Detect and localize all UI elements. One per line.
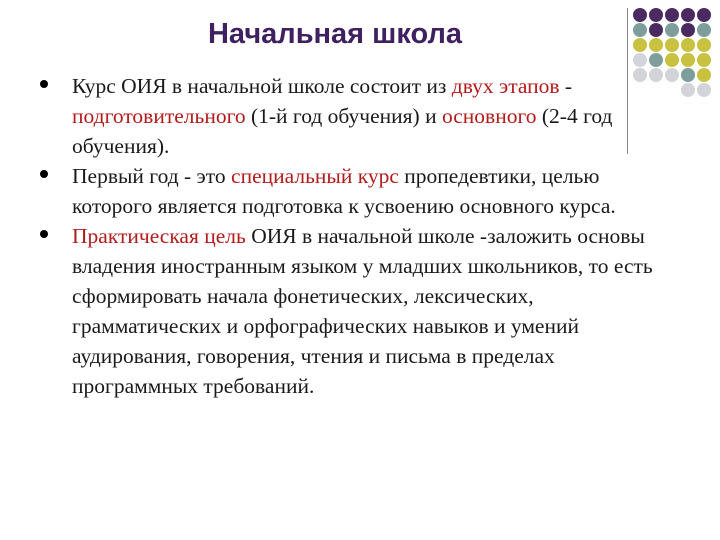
slide-title: Начальная школа [207, 18, 463, 50]
text-segment: ОИЯ в начальной школе -заложить основы владения иностранным языком у младших школьников, то есть сформировать начала фонетических, лексических, грамматических и орфографических навыков и умений аудирования, говорения, чтения и письма в пределах программных требований. [72, 224, 653, 398]
decorative-dot [665, 8, 679, 22]
decorative-dot [681, 83, 695, 97]
bullet-icon [40, 80, 48, 88]
decorative-dot [681, 8, 695, 22]
decorative-dot [649, 8, 663, 22]
bullet-item-3 [38, 221, 678, 401]
highlighted-term: подготовительного [72, 104, 246, 128]
highlighted-term: основного [441, 104, 537, 128]
text-segment: (1-й год обучения) и [245, 104, 442, 128]
text-segment: Курс ОИЯ в начальной школе состоит из [72, 74, 452, 98]
decorative-dot [697, 23, 711, 37]
bullet-text-1 [72, 71, 678, 161]
text-segment: Первый год - это [72, 164, 232, 188]
decorative-dot [697, 68, 711, 82]
decorative-dot [697, 53, 711, 67]
decorative-dot [681, 38, 695, 52]
decorative-dot [697, 8, 711, 22]
decorative-dot [681, 53, 695, 67]
highlighted-term: специальный курс [231, 164, 399, 188]
decorative-dot [681, 68, 695, 82]
decorative-dot [633, 8, 647, 22]
text-segment: - [559, 74, 573, 98]
decorative-dot [633, 23, 647, 37]
decorative-dot [665, 38, 679, 52]
decorative-dot [633, 38, 647, 52]
decorative-dot [665, 53, 679, 67]
text-segment: (2-4 год обучения). [72, 104, 613, 158]
bullet-item-2 [38, 161, 678, 221]
decorative-dot [633, 53, 647, 67]
bullet-list [38, 71, 678, 401]
text-segment: пропедевтики, целью которого является подготовка к усвоению основного курса. [72, 164, 616, 218]
decorative-dot [665, 23, 679, 37]
decorative-dot [649, 23, 663, 37]
decorative-dot [649, 53, 663, 67]
bullet-text-3 [72, 221, 678, 401]
decorative-dot [697, 38, 711, 52]
bullet-text-2 [72, 161, 678, 221]
bullet-item-1 [38, 71, 678, 161]
decorative-dot [697, 83, 711, 97]
highlighted-term: Практическая цель [72, 224, 246, 248]
bullet-icon [40, 170, 48, 178]
highlighted-term: двух этапов [451, 74, 560, 98]
decorative-dot [681, 23, 695, 37]
decorative-dot [649, 38, 663, 52]
bullet-icon [40, 230, 48, 238]
